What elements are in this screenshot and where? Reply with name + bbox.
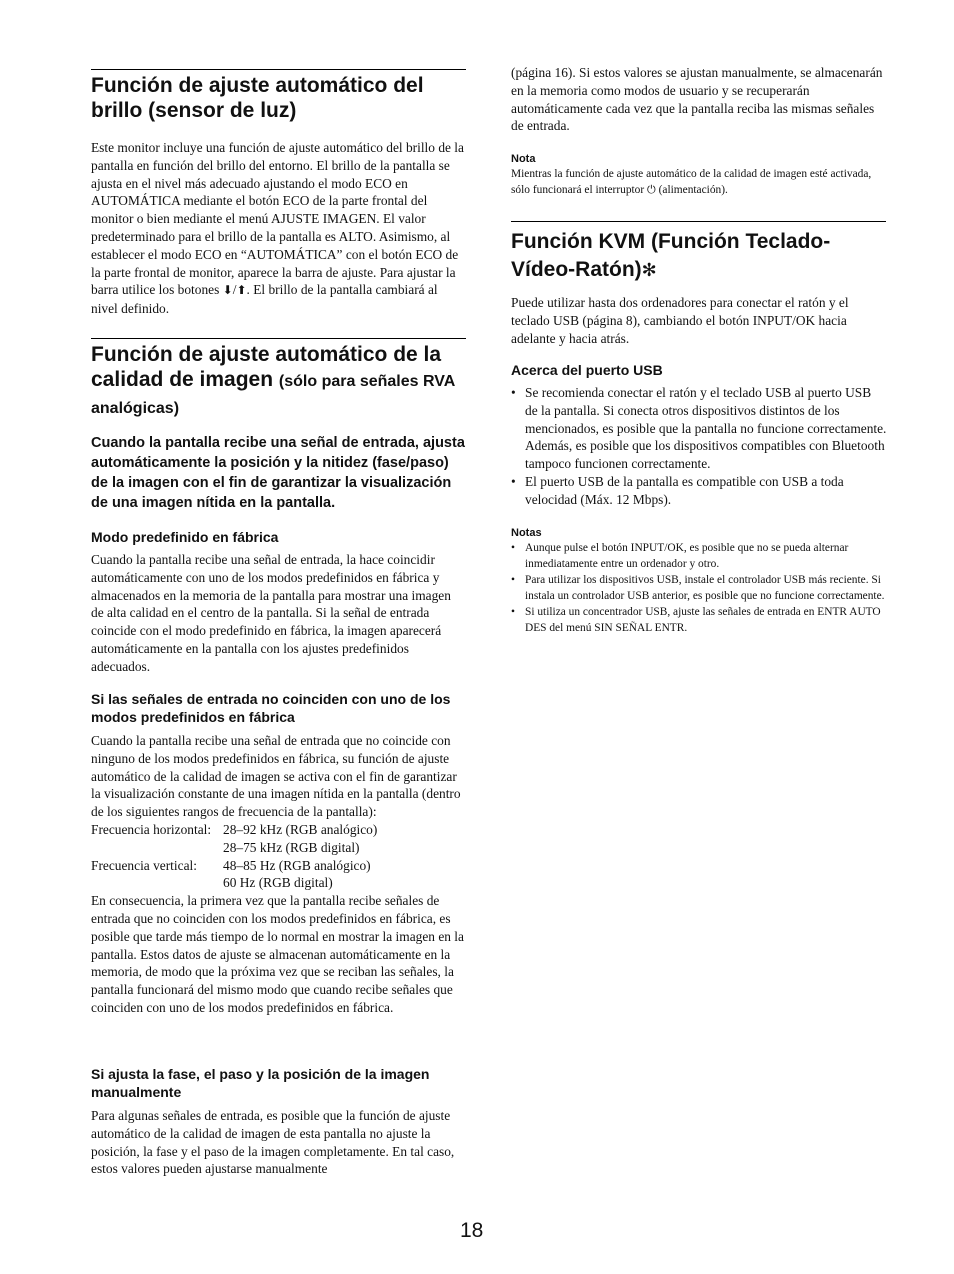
- note-item: • Aunque pulse el botón INPUT/OK, es posible que no se pueda alternar inmediatamente entre un ordenador y otro.: [511, 540, 887, 572]
- freq-vertical-row: [91, 857, 466, 875]
- freq-horizontal-label: Frecuencia horizontal:: [91, 821, 212, 837]
- subheading-no-match: Si las señales de entrada no coinciden con uno de los modos predefinidos en fábrica: [91, 691, 451, 725]
- image-quality-lead: Cuando la pantalla recibe una señal de entrada, ajusta automáticamente la posición y la nitidez (fase/paso) de la imagen con el fin de garantizar la visualización de una imagen nítida en la pantalla.: [91, 435, 465, 511]
- paragraph-kvm: Puede utilizar hasta dos ordenadores para conectar el ratón y el teclado USB (página 8), cambiando el botón INPUT/OK hacia adelante y hacia atrás.: [511, 295, 849, 346]
- heading-image-quality-sub: (sólo para señales RVA analógicas): [91, 373, 455, 417]
- asterisk-icon: ✻: [641, 260, 657, 281]
- heading-image-quality-main: Función de ajuste automático de la calidad de imagen: [91, 343, 442, 391]
- page-number: 18: [460, 1219, 484, 1242]
- freq-horizontal-analog: 28–92 kHz (RGB analógico): [223, 821, 378, 837]
- note-item: • Si utiliza un concentrador USB, ajuste las señales de entrada en ENTR AUTO DES del menú SIN SEÑAL ENTR.: [511, 604, 887, 636]
- subheading-factory-preset: Modo predefinido en fábrica: [91, 529, 279, 545]
- freq-horizontal-row-2: [91, 839, 466, 857]
- subheading-manual-adjust: Si ajusta la fase, el paso y la posición de la imagen manualmente: [91, 1066, 430, 1100]
- paragraph-manual-adjust: Para algunas señales de entrada, es posible que la función de ajuste automático de la calidad de imagen de esta pantalla no ajuste la posición, la fase y el paso de la imagen completamente. En tal caso, estos valores pueden ajustarse manualmente: [91, 1108, 455, 1177]
- note-item: • Para utilizar los dispositivos USB, instale el controlador USB más reciente. Si instala un controlador USB anterior, es posible que no funcione correctamente.: [511, 572, 887, 604]
- heading-kvm-text: Función KVM (Función Teclado-Vídeo-Ratón): [511, 230, 831, 281]
- no-match-text-2: En consecuencia, la primera vez que la pantalla recibe señales de entrada que no coinciden con los modos predefinidos en fábrica, es posible que tarde más tiempo de lo normal en mostrar la imagen en la pantalla. Estos datos de ajuste se almacenan automáticamente en la memoria, de modo que la próxima vez que se reciban las señales, la pantalla funcionará del mismo modo que cuando recibe señales que coinciden con uno de los modos predefinidos en fábrica.: [91, 893, 464, 1015]
- subheading-usb-port: Acerca del puerto USB: [511, 362, 663, 378]
- no-match-text: Cuando la pantalla recibe una señal de entrada que no coincide con ninguno de los modos predefinidos en fábrica, su función de ajuste automático de la calidad de imagen se activa con el fin de garantizar la visualización constante de una imagen nítida en la pantalla (dentro de los siguientes rangos de frecuencia de la pantalla):: [91, 733, 461, 820]
- usb-bullet-list: [511, 384, 887, 509]
- note-text-a: Mientras la función de ajuste automático de la calidad de imagen esté activada, sólo funcionará el interruptor: [511, 168, 872, 196]
- note-text: [511, 166, 886, 198]
- paragraph-factory-preset: Cuando la pantalla recibe una señal de entrada, la hace coincidir automáticamente con uno de los modos predefinidos en fábrica y almacenados en la memoria de la pantalla para mostrar una imagen de alta calidad en el centro de la pantalla. Si la señal de entrada coincide con el modo predefinido en fábrica, la imagen aparecerá automáticamente en la pantalla con los ajustes predefinidos adecuados.: [91, 552, 451, 674]
- section-rule-image-quality: [91, 338, 466, 339]
- freq-vertical-label: Frecuencia vertical:: [91, 857, 197, 873]
- brightness-body-text: Este monitor incluye una función de ajuste automático del brillo de la pantalla en función del brillo del entorno. El brillo de la pantalla se ajusta en el nivel más adecuado ajustando el modo ECO en AUTOMÁTICA mediante el botón ECO de la parte frontal del monitor o bien mediante el menú AJUSTE IMAGEN. El valor predeterminado para el brillo de la pantalla es ALTO. Asimismo, al establecer el modo ECO en “AUTOMÁTICA” con el botón ECO de la parte frontal de monitor, aparece la barra de ajuste. Para ajustar la barra utilice los botones: [91, 140, 464, 298]
- note-heading: Nota: [511, 153, 536, 165]
- arrow-down-icon: ⬇: [222, 283, 233, 298]
- heading-brightness-sensor: Función de ajuste automático del brillo (sensor de luz): [91, 74, 424, 122]
- notes-list: [511, 540, 887, 636]
- heading-kvm: [511, 228, 886, 285]
- power-icon: ⏻: [647, 183, 656, 196]
- section-rule-kvm: [511, 221, 886, 222]
- brightness-body-text-end: . El brillo de la pantalla cambiará al nivel definido.: [91, 282, 438, 317]
- section-rule-brightness: [91, 69, 466, 70]
- paragraph-brightness-body: [91, 139, 466, 318]
- freq-horizontal-digital: 28–75 kHz (RGB digital): [223, 839, 360, 855]
- heading-image-quality: [91, 342, 466, 421]
- freq-horizontal-row: [91, 821, 466, 839]
- paragraph-continued: (página 16). Si estos valores se ajustan manualmente, se almacenarán en la memoria como modos de usuario y se recuperarán automáticamente cada vez que la pantalla reciba las mismas señales de entrada.: [511, 65, 883, 134]
- freq-vertical-analog: 48–85 Hz (RGB analógico): [223, 857, 371, 873]
- notes-heading: Notas: [511, 527, 542, 539]
- arrow-up-icon: ⬆: [236, 283, 247, 298]
- usb-bullet-item: • Se recomienda conectar el ratón y el teclado USB al puerto USB de la pantalla. Si conecta otros dispositivos distintos de los mencionados, es posible que la pantalla no funcione correctamente. Además, es posible que los dispositivos compatibles con Bluetooth tampoco funcionen correctamente.: [511, 384, 887, 473]
- note-text-b: (alimentación).: [658, 184, 728, 196]
- freq-vertical-row-2: [91, 874, 466, 892]
- freq-vertical-digital: 60 Hz (RGB digital): [223, 875, 333, 891]
- usb-bullet-item: • El puerto USB de la pantalla es compatible con USB a toda velocidad (Máx. 12 Mbps).: [511, 473, 887, 509]
- arrow-separator: /: [232, 282, 237, 298]
- paragraph-no-match: [91, 732, 466, 1017]
